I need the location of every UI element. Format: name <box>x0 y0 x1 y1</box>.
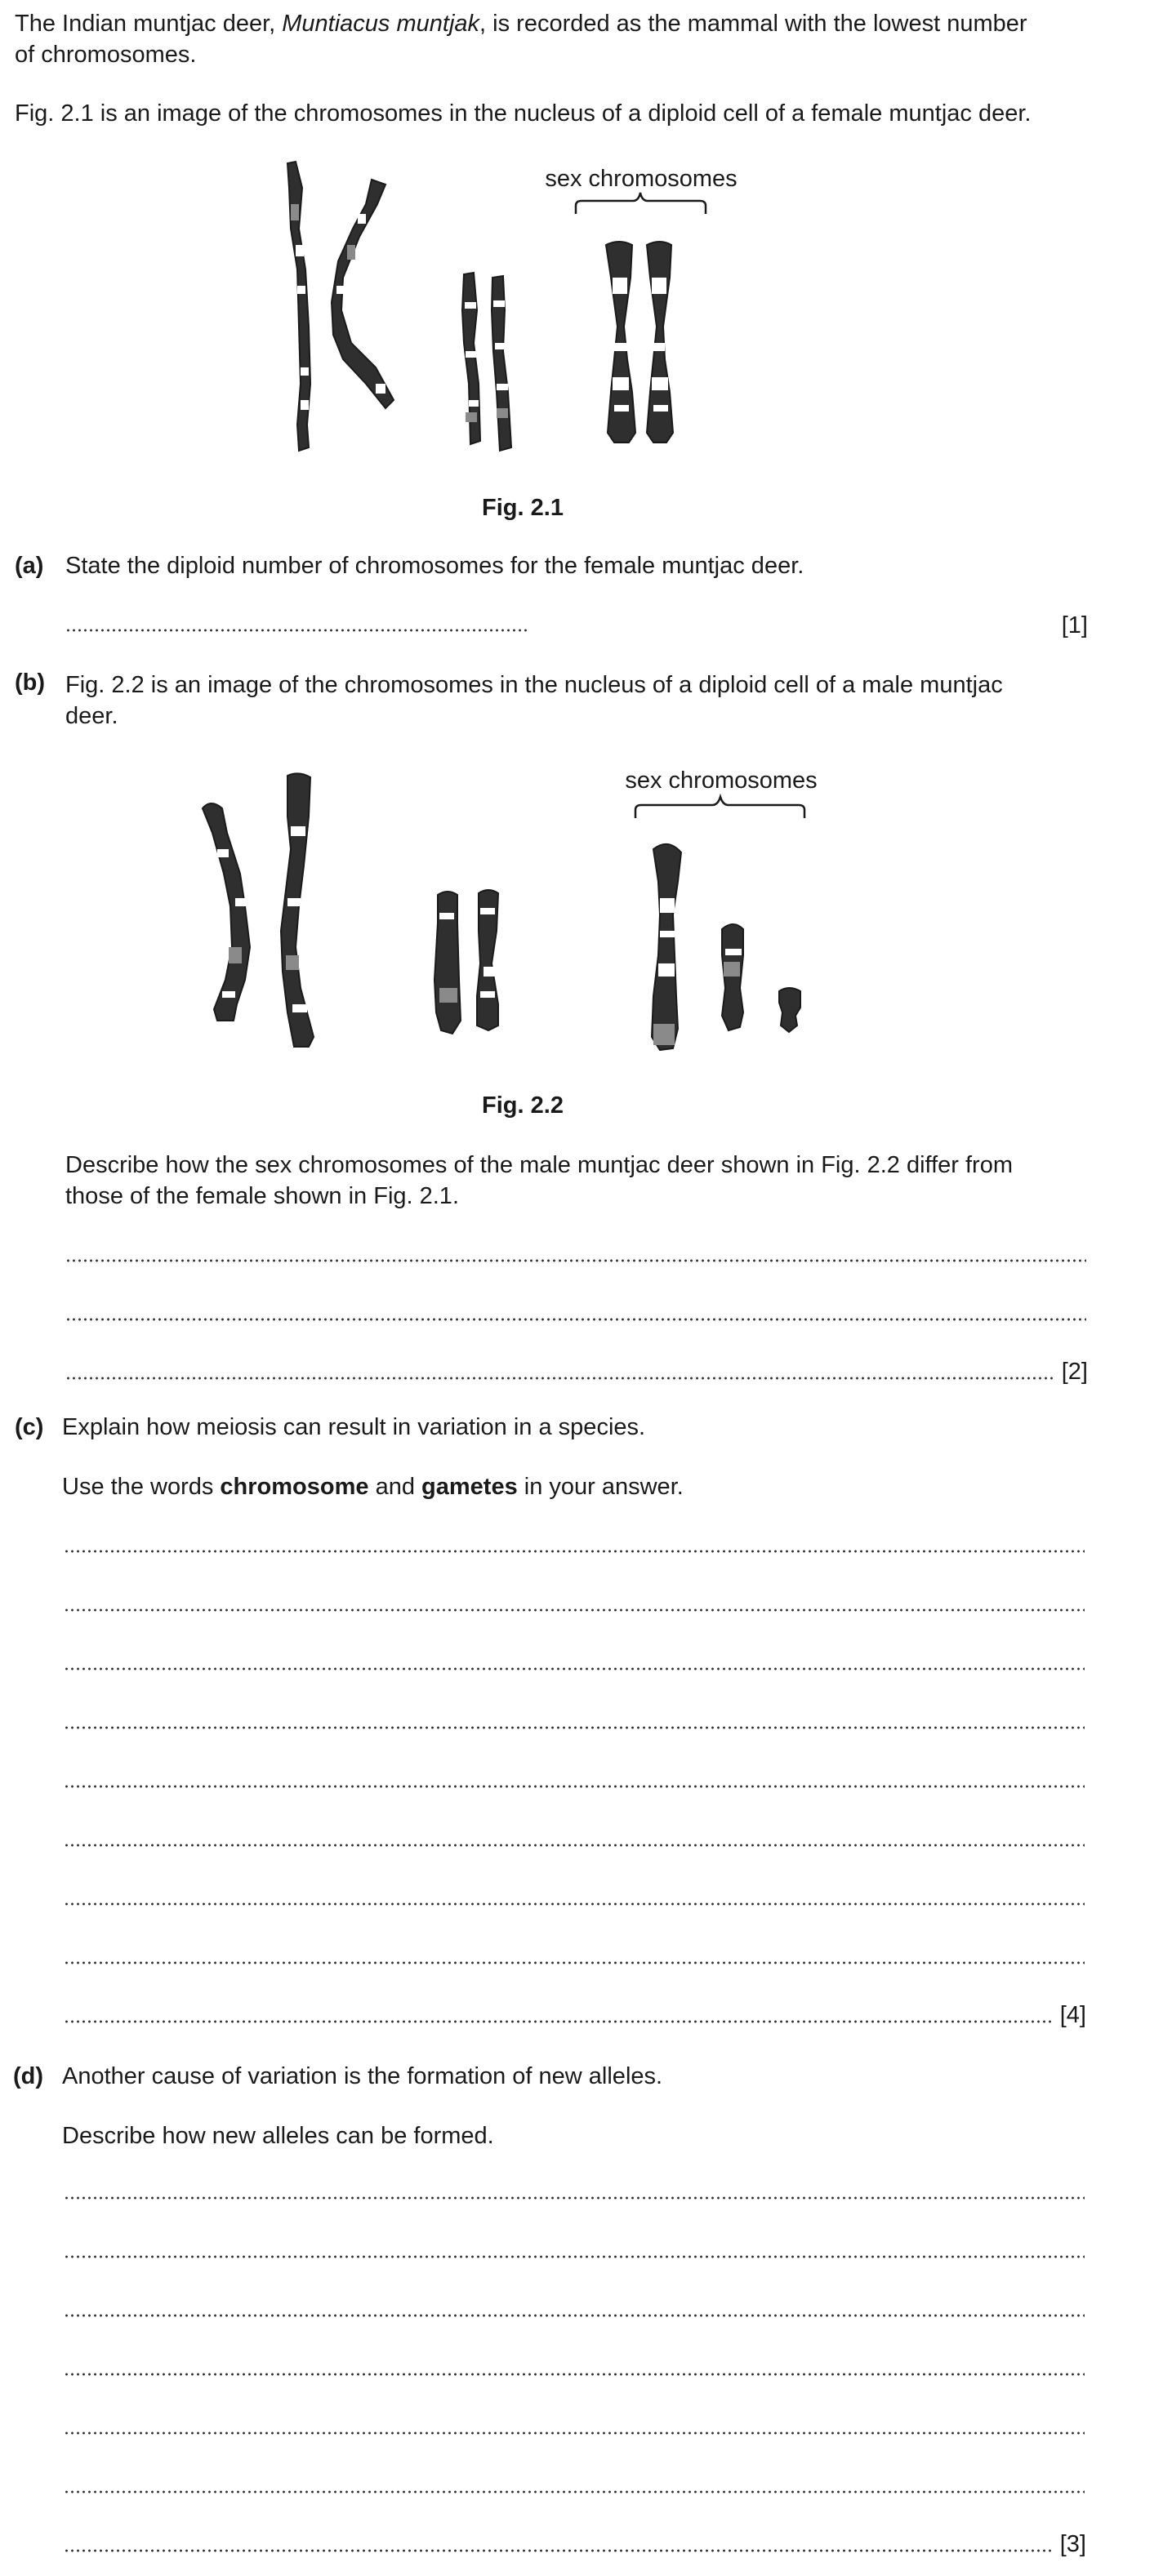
part-c-answer-line-8[interactable] <box>64 1961 1085 1964</box>
part-a-question: State the diploid number of chromosomes for the female muntjac deer. <box>65 553 804 579</box>
part-d-answer-line-1[interactable] <box>64 2196 1085 2200</box>
part-d-marks: [3] <box>1059 2531 1086 2557</box>
part-a-marks: [1] <box>1061 612 1088 638</box>
fig1-sex-label: sex chromosomes <box>545 166 738 192</box>
part-c-question: Explain how meiosis can result in variation in a species. <box>62 1414 646 1440</box>
fig2-caption: Fig. 2.2 <box>482 1092 564 1119</box>
part-d-label: (d) <box>13 2063 44 2089</box>
part-b-describe-line2: those of the female shown in Fig. 2.1. <box>65 1183 459 1209</box>
intro-line1-end: , is recorded as the mammal with the lowest number <box>479 11 1027 37</box>
part-b-describe-line1: Describe how the sex chromosomes of the male muntjac deer shown in Fig. 2.2 differ from <box>65 1152 1013 1178</box>
part-d-answer-line-6[interactable] <box>64 2490 1085 2494</box>
fig2-chromosome-2 <box>281 773 314 1047</box>
part-b-answer-line-2[interactable] <box>65 1318 1086 1321</box>
part-b-answer-line-3[interactable] <box>65 1377 1054 1380</box>
part-d-answer-line-3[interactable] <box>64 2314 1085 2317</box>
part-b-marks: [2] <box>1061 1359 1088 1385</box>
intro-line1-start: The Indian muntjac deer, <box>15 11 283 37</box>
part-b-label: (b) <box>15 670 46 696</box>
fig2-sex-chromosome-y1 <box>722 924 743 1030</box>
part-b-line2: deer. <box>65 703 118 729</box>
fig1-intro: Fig. 2.1 is an image of the chromosomes in the nucleus of a diploid cell of a female muntjac deer. <box>15 100 1032 127</box>
part-c-instruction <box>62 1474 684 1501</box>
fig2-bracket <box>635 797 804 818</box>
fig2-chromosome-4 <box>477 890 498 1030</box>
part-d-question: Another cause of variation is the formation of new alleles. <box>62 2063 663 2089</box>
part-c-answer-line-2[interactable] <box>64 1608 1085 1612</box>
part-b-answer-line-1[interactable] <box>65 1259 1086 1262</box>
part-c-use-after: in your answer. <box>517 1474 684 1500</box>
fig2-chromosome-1 <box>203 803 250 1021</box>
fig2-sex-chromosome-x <box>652 844 681 1050</box>
fig2-drawing <box>0 0 1172 1078</box>
keyword-chromosome: chromosome <box>220 1474 369 1500</box>
intro-line2: of chromosomes. <box>15 42 197 68</box>
part-c-use-before: Use the words <box>62 1474 221 1500</box>
part-c-answer-line-5[interactable] <box>64 1785 1085 1788</box>
fig2-sex-chromosome-y2 <box>779 988 800 1032</box>
part-c-answer-line-6[interactable] <box>64 1844 1085 1847</box>
part-c-answer-line-9[interactable] <box>64 2020 1052 2023</box>
part-d-answer-line-5[interactable] <box>64 2431 1085 2435</box>
fig2-sex-label: sex chromosomes <box>625 767 818 794</box>
fig2-chromosome-3 <box>434 892 461 1034</box>
part-a-label: (a) <box>15 553 44 579</box>
part-c-answer-line-7[interactable] <box>64 1902 1085 1906</box>
part-c-use-and: and <box>368 1474 422 1500</box>
part-b-line1: Fig. 2.2 is an image of the chromosomes in the nucleus of a diploid cell of a male muntjac <box>65 672 1003 698</box>
part-d-describe: Describe how new alleles can be formed. <box>62 2123 494 2149</box>
part-c-marks: [4] <box>1059 2002 1086 2028</box>
species-name: Muntiacus muntjak <box>282 11 480 37</box>
part-b-describe <box>65 1150 1086 1212</box>
part-d-answer-line-7[interactable] <box>64 2549 1052 2552</box>
part-c-answer-line-3[interactable] <box>64 1667 1085 1671</box>
part-c-answer-line-4[interactable] <box>64 1726 1085 1729</box>
part-d-answer-line-2[interactable] <box>64 2255 1085 2258</box>
keyword-gametes: gametes <box>421 1474 518 1500</box>
fig1-caption: Fig. 2.1 <box>482 495 564 521</box>
part-c-answer-line-1[interactable] <box>64 1550 1085 1553</box>
part-d-answer-line-4[interactable] <box>64 2373 1085 2376</box>
part-c-label: (c) <box>15 1414 44 1440</box>
